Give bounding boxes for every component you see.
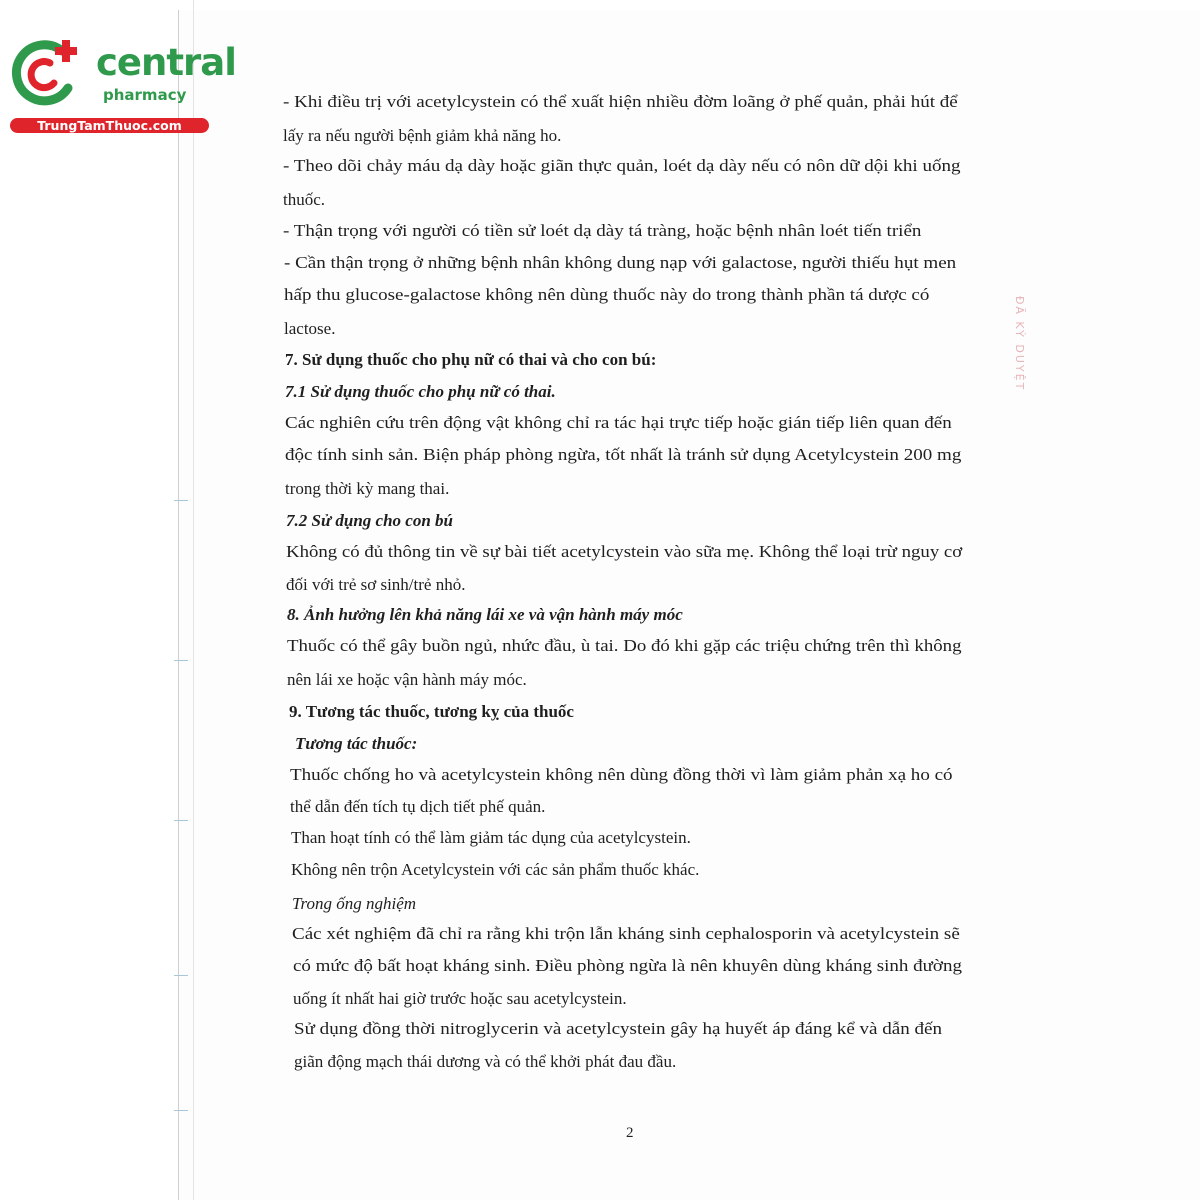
text-line: hấp thu glucose-galactose không nên dùng thuốc này do trong thành phần tá dược có: [284, 285, 930, 304]
section-heading-9: 9. Tương tác thuốc, tương kỵ của thuốc: [289, 702, 574, 721]
sheet-edge: [193, 0, 194, 1200]
page-number: 2: [626, 1125, 634, 1141]
margin-tick: [174, 660, 188, 661]
text-line: uống ít nhất hai giờ trước hoặc sau acetylcystein.: [293, 989, 627, 1008]
subsection-heading-7-1: 7.1 Sử dụng thuốc cho phụ nữ có thai.: [285, 382, 556, 401]
text-line: thể dẫn đến tích tụ dịch tiết phế quản.: [290, 797, 546, 816]
text-line: độc tính sinh sản. Biện pháp phòng ngừa, tốt nhất là tránh sử dụng Acetylcystein 200 mg: [285, 445, 962, 464]
side-stamp: ĐÃ KÝ DUYỆT: [1013, 296, 1026, 392]
text-line: Thuốc chống ho và acetylcystein không nên dùng đồng thời vì làm giảm phản xạ ho có: [290, 765, 953, 784]
subheading-drug-interactions: Tương tác thuốc:: [295, 734, 418, 753]
text-line: Các xét nghiệm đã chỉ ra rằng khi trộn lẫn kháng sinh cephalosporin và acetylcystein sẽ: [292, 924, 960, 943]
margin-tick: [174, 820, 188, 821]
text-line: Không có đủ thông tin về sự bài tiết acetylcystein vào sữa mẹ. Không thể loại trừ nguy cơ: [286, 542, 963, 561]
text-line: - Cần thận trọng ở những bệnh nhân không dung nạp với galactose, người thiếu hụt men: [284, 253, 957, 272]
text-line: lactose.: [284, 319, 336, 338]
text-line: trong thời kỳ mang thai.: [285, 479, 450, 498]
margin-tick: [174, 500, 188, 501]
text-line: có mức độ bất hoạt kháng sinh. Điều phòng ngừa là nên khuyên dùng kháng sinh đường: [293, 956, 962, 975]
text-line: nên lái xe hoặc vận hành máy móc.: [287, 670, 527, 689]
text-line: Không nên trộn Acetylcystein với các sản phẩm thuốc khác.: [291, 860, 700, 879]
margin-tick: [174, 975, 188, 976]
logo-subtitle: pharmacy: [103, 86, 187, 104]
text-line: Các nghiên cứu trên động vật không chỉ ra tác hại trực tiếp hoặc gián tiếp liên quan đến: [285, 413, 952, 432]
text-line: - Theo dõi chảy máu dạ dày hoặc giãn thực quản, loét dạ dày nếu có nôn dữ dội khi uống: [283, 156, 961, 175]
section-heading-8: 8. Ảnh hưởng lên khả năng lái xe và vận hành máy móc: [287, 605, 683, 624]
margin-tick: [174, 1110, 188, 1111]
text-line: lấy ra nếu người bệnh giảm khả năng ho.: [283, 126, 562, 145]
text-line: đối với trẻ sơ sinh/trẻ nhỏ.: [286, 575, 466, 594]
subsection-heading-7-2: 7.2 Sử dụng cho con bú: [286, 511, 454, 530]
text-line: - Khi điều trị với acetylcystein có thể xuất hiện nhiều đờm loãng ở phế quản, phải hút để: [283, 92, 958, 111]
text-line: Thuốc có thể gây buồn ngủ, nhức đầu, ù tai. Do đó khi gặp các triệu chứng trên thì không: [287, 636, 962, 655]
text-line: - Thận trọng với người có tiền sử loét dạ dày tá tràng, hoặc bệnh nhân loét tiến triển: [283, 221, 922, 240]
section-heading-7: 7. Sử dụng thuốc cho phụ nữ có thai và cho con bú:: [285, 350, 657, 369]
logo-brand: central: [96, 41, 236, 84]
text-line: thuốc.: [283, 190, 326, 209]
text-line: Sử dụng đồng thời nitroglycerin và acetylcystein gây hạ huyết áp đáng kể và dẫn đến: [294, 1019, 943, 1038]
logo[interactable]: [10, 36, 236, 136]
pharmacy-logo-icon: [10, 38, 82, 108]
subheading-in-vitro: Trong ống nghiệm: [292, 894, 417, 913]
text-line: giãn động mạch thái dương và có thể khởi phát đau đầu.: [294, 1052, 677, 1071]
text-line: Than hoạt tính có thể làm giảm tác dụng của acetylcystein.: [291, 828, 691, 847]
logo-website: TrungTamThuoc.com: [10, 118, 209, 133]
